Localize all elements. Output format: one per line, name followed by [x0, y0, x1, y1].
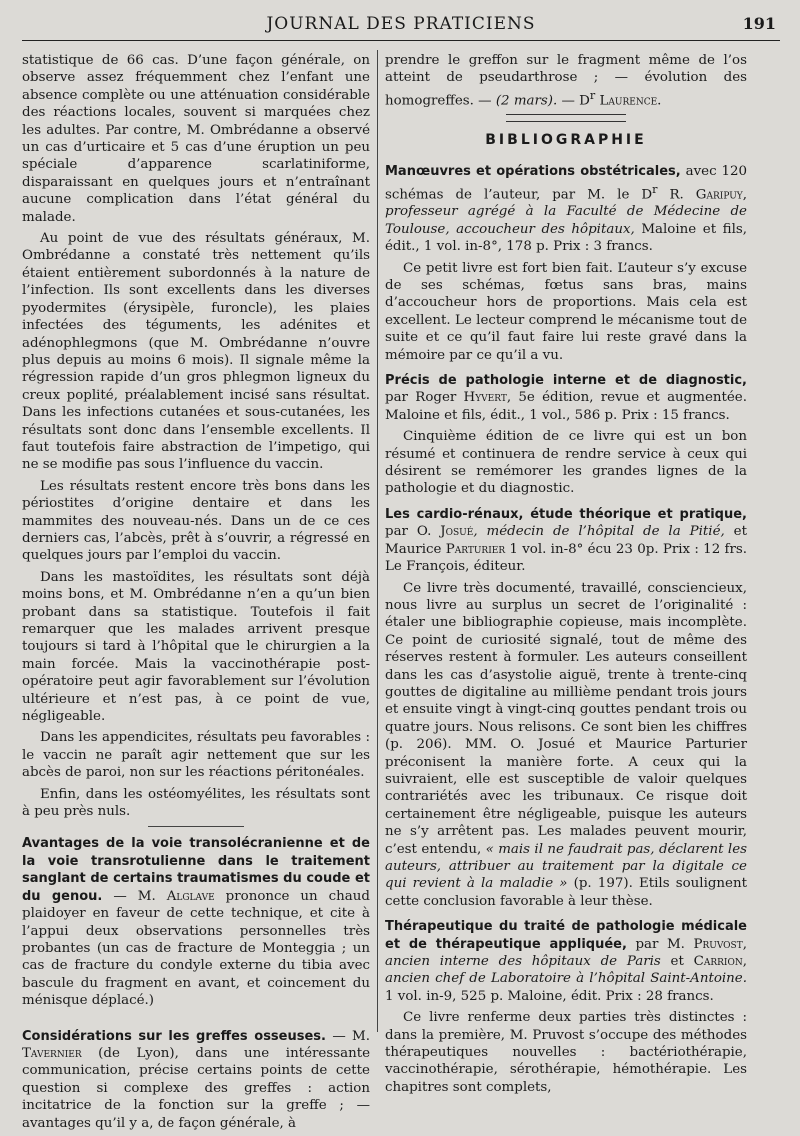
- article-title: Considérations sur les greffes osseuses.: [22, 1028, 326, 1044]
- separator-rule: [148, 826, 244, 827]
- right-column: [385, 52, 747, 1104]
- page-number: 191: [742, 14, 776, 33]
- review-text: Ce livre très documenté, travaillé, consciencieux, nous livre au surplus un secret de l’originalité : étaler une bibliographie copieuse, mais incomplète. Ce point de curiosité signalé, tout de même des réserves restent à formuler. Les auteurs conseillent dans les cas d’asystolie aiguë, trente à trente-cinq gouttes de digitaline au millième pendant trois jours et ensuite vingt à vingt-cinq gouttes pendant trois ou quatre jours. Nous relisons. Ce sont bien les chiffres (p. 206). MM. O. Josué et Maurice Parturier préconisent la manière forte. A ceux qui la suivraient, elle est susceptible de valoir quelques contrariétés avec les tribunaux. Ce risque doit certainement être négligeable, puisque les auteurs ne s’y arrêtent pas. Les malades peuvent mourir, c’est entendu, « mais il ne faudrait pas, déclarent les auteurs, attribuer au traitement par la digitale ce qui revient à la maladie » (p. 197). Etils soulignent cette conclusion favorable à leur thèse.: [385, 580, 747, 909]
- review-text: Ce livre renferme deux parties très distinctes : dans la première, M. Pruvost s’occupe des méthodes thérapeutiques nouvelles : bactériothérapie, vaccinothérapie, sérothérapie, hémothérapie. Les chapitres sont complets,: [385, 1010, 747, 1095]
- book-entry: Thérapeutique du traité de pathologie médicale et de thérapeutique appliquée, par M. Pruvost, ancien interne des hôpitaux de Paris et Carrion, ancien chef de Laboratoire à l’hôpital Saint-Antoine. 1 vol. in-9, 525 p. Maloine, édit. Prix : 28 francs. Ce livre renferme deux parties très distinctes : dans la première, M. Pruvost s’occupe des méthodes thérapeutiques nouvelles : bactériothérapie, vaccinothérapie, sérothérapie, hémothérapie. Les chapitres sont complets,: [385, 919, 747, 1095]
- book-title: Les cardio-rénaux, étude théorique et pratique,: [385, 506, 747, 522]
- ornament-rule: [506, 114, 626, 122]
- review-text: Ce petit livre est fort bien fait. L’auteur s’y excuse de ses schémas, fœtus sans bras, mains d’accoucheur hors de proportions. Mais cela est excellent. Le lecteur comprend le mécanisme tout de suite et ce qu’il faut faire lui reste gravé dans la mémoire par ce qu’il a vu.: [385, 260, 747, 363]
- paragraph: Dans les appendicites, résultats peu favorables : le vaccin ne paraît agir nettement que sur les abcès de paroi, non sur les réactions péritonéales.: [22, 730, 370, 781]
- book-entry: Manœuvres et opérations obstétricales, avec 120 schémas de l’auteur, par M. le $D^r$ R. Garipuy, professeur agrégé à la Faculté de Médecine de Toulouse, accoucheur des hôpitaux, Maloine et fils, édit., 1 vol. in-8°, 178 p. Prix : 3 francs. Ce petit livre est fort bien fait. L’auteur s’y excuse de ses schémas, fœtus sans bras, mains d’accoucheur hors de proportions. Mais cela est excellent. Le lecteur comprend le mécanisme tout de suite et ce qu’il faut faire lui reste gravé dans la mémoire par ce qu’il a vu.: [385, 164, 748, 363]
- book-entry: Précis de pathologie interne et de diagnostic, par Roger Hyvert, 5e édition, revue et augmentée. Maloine et fils, édit., 1 vol., 586 p. Prix : 15 francs. Cinquième édition de ce livre qui est un bon résumé et continuera de rendre service à ceux qui désirent se remémorer les grandes lignes de la pathologie et du diagnostic.: [385, 373, 747, 497]
- section-heading: BIBLIOGRAPHIE: [485, 131, 647, 148]
- paragraph: Au point de vue des résultats généraux, M. Ombrédanne a constaté très nettement qu’ils étaient entièrement subordonnés à la nature de l’infection. Ils sont excellents dans les diverses pyodermites (érysipèle, furoncle), les plaies infectées des téguments, les adénites et adénophlegmons (que M. Ombrédanne n’ouvre plus depuis au moins 6 mois). Il signale même la régression rapide d’un gros phlegmon ligneux du creux poplité, préalablement incisé sans résultat. Dans les infections cutanées et sous-cutanées, les résultats sont donc dans l’ensemble excellents. Il faut toutefois faire abstraction de l’impetigo, qui ne se modifie pas sous l’influence du vaccin.: [22, 231, 370, 473]
- review-text: Cinquième édition de ce livre qui est un bon résumé et continuera de rendre service à ceux qui désirent se remémorer les grandes lignes de la pathologie et du diagnostic.: [385, 429, 747, 497]
- paragraph: statistique de 66 cas. D’une façon générale, on observe assez fréquemment chez l’enfant une absence complète ou une atténuation considérable des réactions locales, souvent si marquées chez les adultes. Par contre, M. Ombrédanne a observé un cas d’urticaire et 5 cas d’une éruption un peu spéciale d’apparence scarlatiniforme, disparaissant en quelques jours et n’entraînant aucune complication dans l’état général du malade.: [22, 53, 370, 225]
- running-title: JOURNAL DES PRATICIENS: [266, 14, 536, 34]
- book-title: Manœuvres et opérations obstétricales,: [385, 164, 681, 180]
- paragraph: Enfin, dans les ostéomyélites, les résultats sont à peu près nuls.: [22, 786, 370, 820]
- author-name: M. Alglave: [137, 888, 215, 904]
- paragraph: Dans les mastoïdites, les résultats sont déjà moins bons, et M. Ombrédanne n’en a qu’un bien probant dans sa statistique. Toutefois il fait remarquer que les malades arrivent presque toujours si tard à l’hôpital que le chirurgien a la main forcée. Mais la vaccinothérapie post-opératoire peut agir favorablement sur l’évolution ultérieure et n’est pas, à ce point de vue, négligeable.: [22, 569, 370, 725]
- book-entry: Les cardio-rénaux, étude théorique et pratique, par O. Josué, médecin de l’hôpital de la Pitié, et Maurice Parturier 1 vol. in-8° écu 23 0p. Prix : 12 frs. Le François, éditeur. Ce livre très documenté, travaillé, consciencieux, nous livre au surplus un secret de l’originalité : étaler une bibliographie copieuse, mais incomplète. Ce point de curiosité signalé, tout de même des réserves restent à formuler. Les auteurs conseillent dans les cas d’asystolie aiguë, trente à trente-cinq gouttes de digitaline au millième pendant trois jours et ensuite vingt à vingt-cinq gouttes pendant trois ou quatre jours. Nous relisons. Ce sont bien les chiffres (p. 206). MM. O. Josué et Maurice Parturier préconisent la manière forte. A ceux qui la suivraient, elle est susceptible de valoir quelques contrariétés avec les tribunaux. Ce risque doit certainement être négligeable, puisque les auteurs ne s’y arrêtent pas. Les malades peuvent mourir, c’est entendu, « mais il ne faudrait pas, déclarent les auteurs, attribuer au traitement par la digitale ce qui revient à la maladie » (p. 197). Etils soulignent cette conclusion favorable à leur thèse.: [385, 506, 747, 909]
- page-header: [22, 12, 780, 41]
- left-column: statistique de 66 cas. D’une façon générale, on observe assez fréquemment chez l’enfant une absence complète ou une atténuation considérable des réactions locales, souvent si marquées chez les adultes. Par contre, M. Ombrédanne a observé un cas d’urticaire et 5 cas d’une éruption un peu spéciale d’apparence scarlatiniforme, disparaissant en quelques jours et n’entraînant aucune complication dans l’état général du malade. Au point de vue des résultats généraux, M. Ombrédanne a constaté très nettement qu’ils étaient entièrement subordonnés à la nature de l’infection. Ils sont excellents dans les diverses pyodermites (érysipèle, furoncle), les plaies infectées des téguments, les adénites et adénophlegmons (que M. Ombrédanne n’ouvre plus depuis au moins 6 mois). Il signale même la régression rapide d’un gros phlegmon ligneux du creux poplité, préalablement incisé sans résultat. Dans les infections cutanées et sous-cutanées, les résultats sont donc dans l’ensemble excellents. Il faut toutefois faire abstraction de l’impetigo, qui ne se modifie pas sous l’influence du vaccin. Les résultats restent encore très bons dans les périostites d’origine dentaire et dans les mammites des nouveau-nés. Dans un de ce ces derniers cas, l’abcès, prêt à s’ouvrir, a régressé en quelques jours par l’emploi du vaccin. Dans les mastoïdites, les résultats sont déjà moins bons, et M. Ombrédanne n’en a qu’un bien probant dans sa statistique. Toutefois il fait remarquer que les malades arrivent presque toujours si tard à l’hôpital que le chirurgien a la main forcée. Mais la vaccinothérapie post-opératoire peut agir favorablement sur l’évolution ultérieure et n’est pas, à ce point de vue, négligeable. Dans les appendicites, résultats peu favorables : le vaccin ne paraît agir nettement que sur les abcès de paroi, non sur les réactions péritonéales. Enfin, dans les ostéomyélites, les résultats sont à peu près nuls. Avantages de la voie transolécranienne et de la voie transrotulienne dans le traitement sanglant de certains traumatismes du coude et du genou. — M. Alglave prononce un chaud plaidoyer en faveur de cette technique, et cite à l’appui deux observations personnelles très probantes (un cas de fracture de Monteggia ; un cas de fracture du condyle externe du tibia avec bascule du fragment en avant, et coincement du ménisque déplacé.) Considérations sur les greffes osseuses. — M. Tavernier (de Lyon), dans une intéressante communication, précise certains points de cette question si complexe des greffes : action incitatrice de la fonction sur la greffe ; — avantages qu’il y a, de façon générale, à: [22, 53, 371, 1131]
- continued-paragraph: prendre le greffon sur le fragment même de l’os atteint de pseudarthrose ; — évolution des homogreffes. — (2 mars). — $D^r$ Laurence.: [385, 53, 747, 109]
- book-title: Précis de pathologie interne et de diagnostic,: [385, 373, 747, 389]
- article-title: Avantages de la voie transolécranienne et de la voie transrotulienne dans le traitement sanglant de certains traumatismes du coude et du genou.: [22, 836, 370, 904]
- signature: Laurence.: [595, 93, 662, 109]
- author-name: Tavernier: [22, 1045, 82, 1061]
- paragraph: Les résultats restent encore très bons dans les périostites d’origine dentaire et dans les mammites des nouveau-nés. Dans un de ce ces derniers cas, l’abcès, prêt à s’ouvrir, a régressé en quelques jours par l’emploi du vaccin.: [22, 478, 370, 564]
- book-title: Thérapeutique du traité de pathologie médicale et de thérapeutique appliquée,: [385, 919, 747, 952]
- column-divider: [377, 50, 378, 1032]
